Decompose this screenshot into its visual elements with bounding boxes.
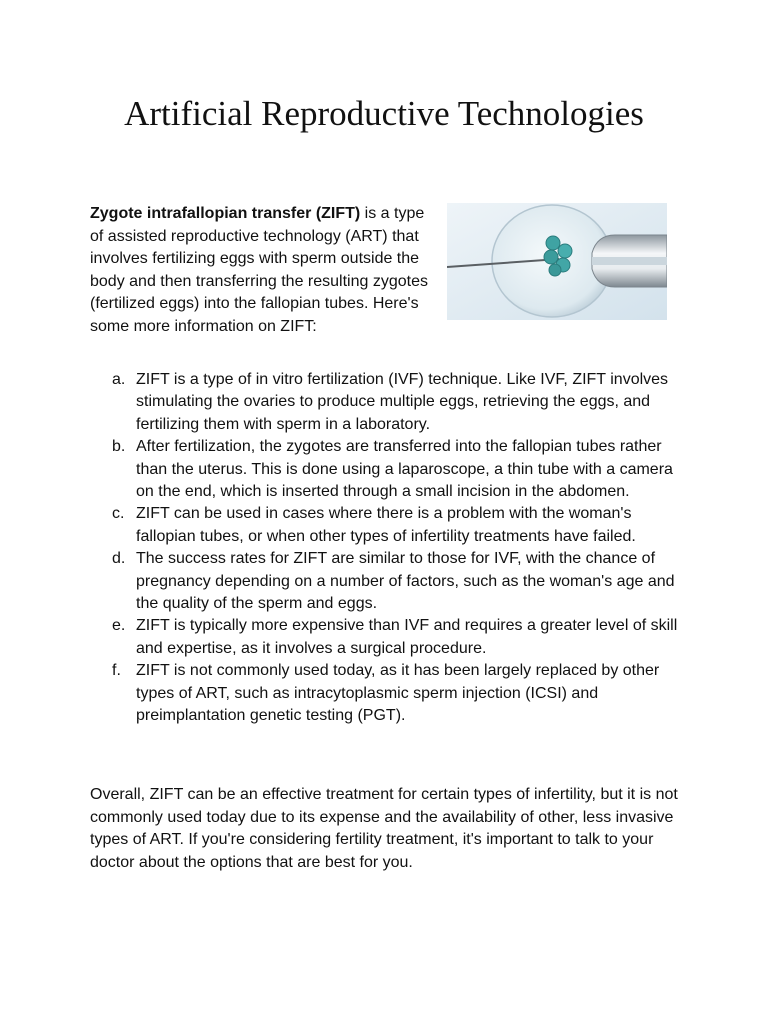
list-marker: c. <box>112 505 125 523</box>
list-item-text: ZIFT is a type of in vitro fertilization (IVF) technique. Like IVF, ZIFT involves stimulating the ovaries to produce multiple eggs, retrieving the eggs, and fertilizing them with sperm in a laboratory. <box>136 371 669 433</box>
list-item <box>90 660 690 727</box>
list-marker: a. <box>112 371 126 388</box>
list-item <box>90 436 690 503</box>
microinjection-image <box>447 203 667 320</box>
intro-text: is a type of assisted reproductive technology (ART) that involves fertilizing eggs with sperm outside the body and then transferring the resulting zygotes (fertilized eggs) into the fallopian tubes. Here's some more information on ZIFT: <box>90 205 428 335</box>
zift-illustration <box>447 203 667 320</box>
list-item <box>90 503 690 548</box>
list-item-text: ZIFT can be used in cases where there is a problem with the woman's fallopian tubes, or when other types of infertility treatments have failed. <box>136 505 636 545</box>
list-marker: b. <box>112 438 126 456</box>
page-title: Artificial Reproductive Technologies <box>124 94 644 133</box>
list-marker: e. <box>112 617 126 635</box>
list-item <box>90 369 690 436</box>
list-marker: f. <box>112 662 121 680</box>
list-item <box>90 548 690 615</box>
closing-paragraph: Overall, ZIFT can be an effective treatment for certain types of infertility, but it is not commonly used today due to its expense and the availability of other, less invasive types of ART. If you're considering fertility treatment, it's important to talk to your doctor about the options that are best for you. <box>90 786 678 871</box>
intro-paragraph <box>90 203 435 339</box>
zift-facts-list <box>90 369 690 728</box>
list-item-text: ZIFT is typically more expensive than IVF and requires a greater level of skill and expertise, as it involves a surgical procedure. <box>136 617 678 657</box>
list-item-text: The success rates for ZIFT are similar to those for IVF, with the chance of pregnancy depending on a number of factors, such as the woman's age and the quality of the sperm and eggs. <box>136 550 675 613</box>
list-marker: d. <box>112 550 126 568</box>
list-item-text: ZIFT is not commonly used today, as it has been largely replaced by other types of ART, such as intracytoplasmic sperm injection (ICSI) and preimplantation genetic testing (PGT). <box>136 662 660 725</box>
list-item <box>90 615 690 660</box>
intro-term: Zygote intrafallopian transfer (ZIFT) <box>90 205 361 222</box>
pipette-channel <box>592 257 667 265</box>
list-item-text: After fertilization, the zygotes are transferred into the fallopian tubes rather than the uterus. This is done using a laparoscope, a thin tube with a camera on the end, which is inserted through a small incision in the abdomen. <box>136 438 673 501</box>
